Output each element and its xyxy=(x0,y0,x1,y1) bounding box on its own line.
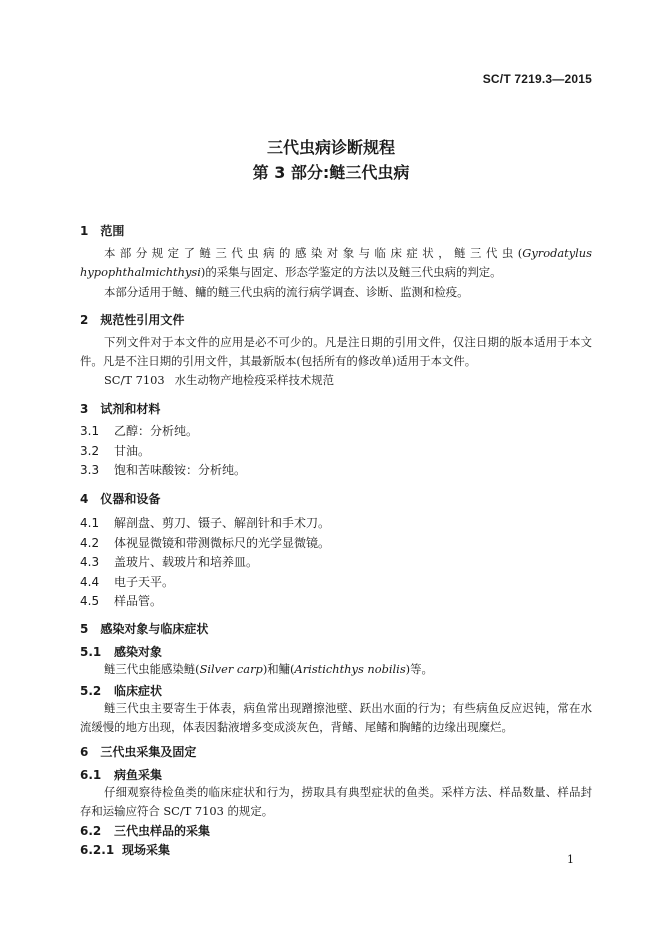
section-3-heading: 3 试剂和材料 xyxy=(80,402,161,416)
section-number: 1 xyxy=(80,224,89,238)
clause-6-1-heading: 6.1 病鱼采集 xyxy=(80,768,163,782)
reference-code: SC/T 7103 xyxy=(104,373,165,387)
clause-5-1-heading: 5.1 感染对象 xyxy=(80,645,163,659)
clause-4-4: 4.4 电子天平。 xyxy=(80,575,175,589)
standard-code: SC/T 7219.3—2015 xyxy=(482,72,592,86)
section-4-heading: 4 仪器和设备 xyxy=(80,492,161,506)
clause-4-3: 4.3 盖玻片、载玻片和培养皿。 xyxy=(80,555,259,569)
section-1-para-2: 本部分适用于鲢、鳙的鲢三代虫病的流行病学调查、诊断、监测和检疫。 xyxy=(104,285,469,299)
clause-3-3: 3.3 饱和苦味酸铵：分析纯。 xyxy=(80,463,247,477)
clause-3-1: 3.1 乙醇：分析纯。 xyxy=(80,424,199,438)
section-1-para-1: 本部分规定了鲢三代虫病的感染对象与临床症状，鲢三代虫(Gyrodatylus hypophthalmichthysi)的采集与固定、形态学鉴定的方法以及鲢三代虫病的判定。 xyxy=(80,246,592,279)
clause-6-1-para: 仔细观察待检鱼类的临床症状和行为，捞取具有典型症状的鱼类。采样方法、样品数量、样品封存和运输应符合 SC/T 7103 的规定。 xyxy=(80,785,592,818)
clause-6-2-1-heading: 6.2.1 现场采集 xyxy=(80,843,171,857)
section-6-heading: 6 三代虫采集及固定 xyxy=(80,745,197,759)
clause-5-1-para: 鲢三代虫能感染鲢(Silver carp)和鳙(Aristichthys nobilis)等。 xyxy=(104,662,433,676)
latin-name: Gyrodatylus hypophthalmichthysi xyxy=(80,246,592,279)
doc-title-main: 三代虫病诊断规程 xyxy=(266,138,395,157)
section-2-heading: 2 规范性引用文件 xyxy=(80,313,185,327)
clause-5-2-para: 鲢三代虫主要寄生于体表，病鱼常出现蹭擦池壁、跃出水面的行为；有些病鱼反应迟钝，常在水流缓慢的地方出现，体表因黏液增多变成淡灰色，背鳍、尾鳍和胸鳍的边缘出现糜烂。 xyxy=(80,701,592,734)
clause-4-1: 4.1 解剖盘、剪刀、镊子、解剖针和手术刀。 xyxy=(80,516,331,530)
section-title: 范围 xyxy=(100,224,125,238)
clause-5-2-heading: 5.2 临床症状 xyxy=(80,684,163,698)
normative-reference xyxy=(104,372,334,388)
latin-name: Silver carp xyxy=(199,662,263,676)
clause-4-5: 4.5 样品管。 xyxy=(80,594,163,608)
clause-6-2-heading: 6.2 三代虫样品的采集 xyxy=(80,824,211,838)
reference-title: 水生动物产地检疫采样技术规范 xyxy=(174,373,335,387)
clause-4-2: 4.2 体视显微镜和带测微标尺的光学显微镜。 xyxy=(80,536,331,550)
page-number: 1 xyxy=(567,853,574,866)
section-1-heading xyxy=(80,222,124,239)
clause-3-2: 3.2 甘油。 xyxy=(80,444,151,458)
doc-title-part: 第 3 部分:鲢三代虫病 xyxy=(252,163,410,182)
latin-name: Aristichthys nobilis xyxy=(294,662,406,676)
section-5-heading: 5 感染对象与临床症状 xyxy=(80,622,209,636)
section-2-para-1: 下列文件对于本文件的应用是必不可少的。凡是注日期的引用文件，仅注日期的版本适用于本文件。凡是不注日期的引用文件，其最新版本(包括所有的修改单)适用于本文件。 xyxy=(80,335,592,368)
